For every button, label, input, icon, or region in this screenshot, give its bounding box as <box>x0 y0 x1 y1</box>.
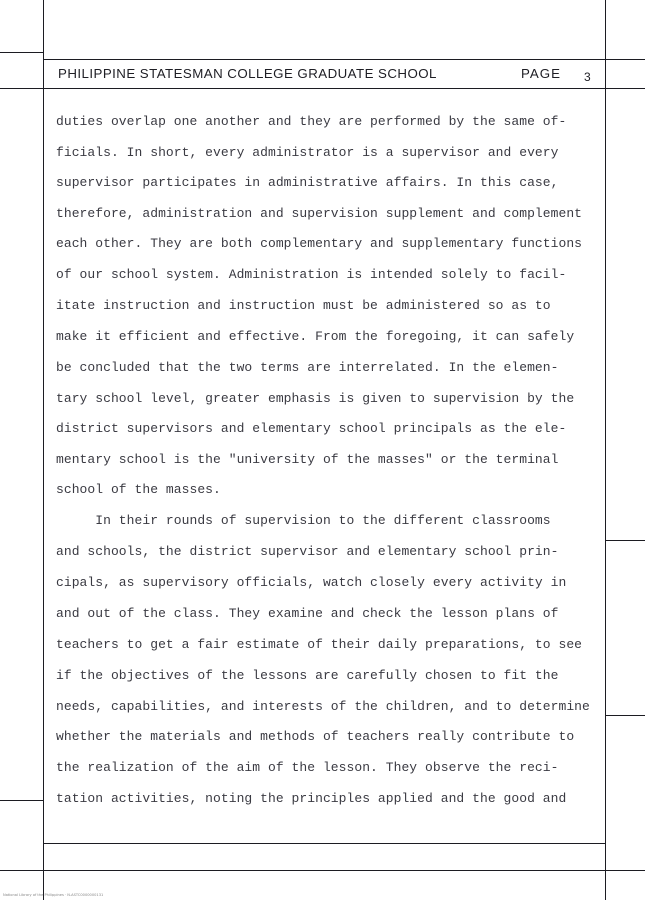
header-title: PHILIPPINE STATESMAN COLLEGE GRADUATE SCHOOL <box>58 66 437 81</box>
text-line: needs, capabilities, and interests of the children, and to determine <box>56 699 590 714</box>
text-line: itate instruction and instruction must be administered so as to <box>56 298 551 313</box>
text-line: cipals, as supervisory officials, watch closely every activity in <box>56 575 567 590</box>
text-line: ficials. In short, every administrator is a supervisor and every <box>56 145 559 160</box>
margin-tick <box>0 52 43 53</box>
text-line: duties overlap one another and they are performed by the same of- <box>56 114 567 129</box>
footer-bottom-rule <box>0 870 645 871</box>
text-line: whether the materials and methods of teachers really contribute to <box>56 729 575 744</box>
left-margin-line <box>43 0 44 900</box>
text-line: the realization of the aim of the lesson. They observe the reci- <box>56 760 559 775</box>
text-line: be concluded that the two terms are interrelated. In the elemen- <box>56 360 559 375</box>
text-line: make it efficient and effective. From the foregoing, it can safely <box>56 329 575 344</box>
page-number: 3 <box>584 70 591 84</box>
right-margin-line <box>605 0 606 900</box>
text-line: tary school level, greater emphasis is given to supervision by the <box>56 391 575 406</box>
header-top-rule <box>43 59 645 60</box>
text-line: district supervisors and elementary school principals as the ele- <box>56 421 567 436</box>
page-label: PAGE <box>521 66 561 81</box>
footer-top-rule <box>43 843 605 844</box>
margin-tick <box>606 715 645 716</box>
text-line: mentary school is the "university of the masses" or the terminal <box>56 452 559 467</box>
text-line: of our school system. Administration is intended solely to facil- <box>56 267 567 282</box>
margin-tick <box>606 540 645 541</box>
header-bottom-rule <box>0 88 645 89</box>
text-line: if the objectives of the lessons are carefully chosen to fit the <box>56 668 559 683</box>
text-line: and schools, the district supervisor and elementary school prin- <box>56 544 559 559</box>
text-line: and out of the class. They examine and check the lesson plans of <box>56 606 559 621</box>
text-line: each other. They are both complementary and supplementary functions <box>56 236 583 251</box>
text-line: In their rounds of supervision to the different classrooms <box>56 513 551 528</box>
text-line: teachers to get a fair estimate of their daily preparations, to see <box>56 637 583 652</box>
margin-tick <box>0 800 43 801</box>
text-line: therefore, administration and supervision supplement and complement <box>56 206 583 221</box>
footer-credit: National Library of the Philippines · N-ASTC0000000131 <box>3 893 104 897</box>
text-line: tation activities, noting the principles applied and the good and <box>56 791 567 806</box>
text-line: school of the masses. <box>56 482 221 497</box>
text-line: supervisor participates in administrative affairs. In this case, <box>56 175 559 190</box>
